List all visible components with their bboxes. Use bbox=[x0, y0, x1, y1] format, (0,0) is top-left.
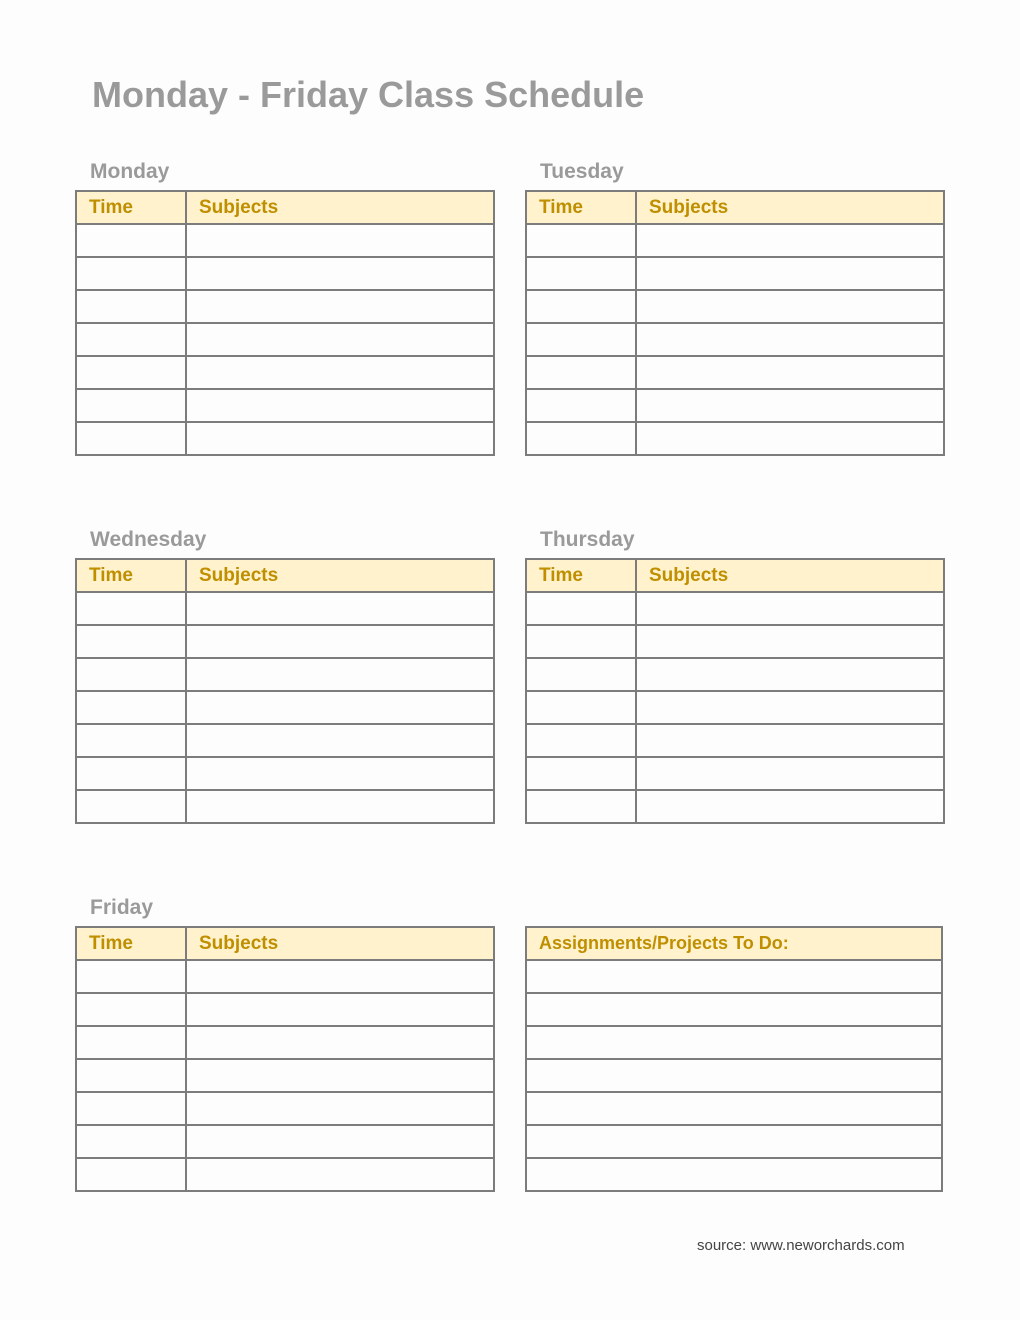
time-cell[interactable] bbox=[526, 224, 636, 257]
todo-cell[interactable] bbox=[526, 1092, 942, 1125]
table-row bbox=[76, 757, 494, 790]
table-row bbox=[76, 724, 494, 757]
table-row bbox=[526, 389, 944, 422]
subject-cell[interactable] bbox=[186, 1125, 494, 1158]
schedule-table-thursday bbox=[525, 558, 945, 824]
todo-cell[interactable] bbox=[526, 1158, 942, 1191]
time-cell[interactable] bbox=[526, 658, 636, 691]
subject-cell[interactable] bbox=[186, 625, 494, 658]
todo-cell[interactable] bbox=[526, 993, 942, 1026]
table-row bbox=[526, 790, 944, 823]
table-row bbox=[76, 1059, 494, 1092]
time-cell[interactable] bbox=[76, 724, 186, 757]
subject-cell[interactable] bbox=[636, 592, 944, 625]
time-cell[interactable] bbox=[76, 257, 186, 290]
subjects-header: Subjects bbox=[636, 559, 944, 592]
time-cell[interactable] bbox=[76, 625, 186, 658]
time-cell[interactable] bbox=[76, 1092, 186, 1125]
subject-cell[interactable] bbox=[186, 1059, 494, 1092]
schedule-table-friday bbox=[75, 926, 495, 1192]
time-cell[interactable] bbox=[526, 724, 636, 757]
subject-cell[interactable] bbox=[186, 592, 494, 625]
time-cell[interactable] bbox=[76, 1026, 186, 1059]
todo-cell[interactable] bbox=[526, 1026, 942, 1059]
day-label-friday: Friday bbox=[90, 896, 154, 919]
time-cell[interactable] bbox=[526, 422, 636, 455]
table-row bbox=[526, 1092, 942, 1125]
table-row bbox=[526, 1059, 942, 1092]
subject-cell[interactable] bbox=[636, 724, 944, 757]
subject-cell[interactable] bbox=[186, 1026, 494, 1059]
table-row bbox=[526, 691, 944, 724]
todo-cell[interactable] bbox=[526, 1125, 942, 1158]
schedule-table-wednesday bbox=[75, 558, 495, 824]
time-cell[interactable] bbox=[76, 422, 186, 455]
schedule-table-monday bbox=[75, 190, 495, 456]
subject-cell[interactable] bbox=[636, 790, 944, 823]
time-cell[interactable] bbox=[526, 389, 636, 422]
subject-cell[interactable] bbox=[186, 422, 494, 455]
subject-cell[interactable] bbox=[186, 993, 494, 1026]
subject-cell[interactable] bbox=[636, 691, 944, 724]
table-header-row bbox=[76, 191, 494, 224]
time-cell[interactable] bbox=[526, 290, 636, 323]
time-cell[interactable] bbox=[76, 757, 186, 790]
time-cell[interactable] bbox=[76, 592, 186, 625]
subject-cell[interactable] bbox=[636, 224, 944, 257]
table-row bbox=[76, 625, 494, 658]
table-header-row bbox=[526, 559, 944, 592]
subjects-header: Subjects bbox=[636, 191, 944, 224]
table-row bbox=[526, 1026, 942, 1059]
day-label-tuesday: Tuesday bbox=[540, 160, 624, 183]
table-row bbox=[526, 356, 944, 389]
time-header: Time bbox=[76, 559, 186, 592]
todo-table bbox=[525, 926, 943, 1192]
table-row bbox=[526, 323, 944, 356]
subject-cell[interactable] bbox=[636, 323, 944, 356]
table-row bbox=[526, 224, 944, 257]
table-row bbox=[526, 1125, 942, 1158]
day-label-monday: Monday bbox=[90, 160, 170, 183]
subject-cell[interactable] bbox=[186, 757, 494, 790]
table-row bbox=[76, 1092, 494, 1125]
table-row bbox=[76, 1026, 494, 1059]
table-row bbox=[526, 993, 942, 1026]
table-header-row bbox=[76, 927, 494, 960]
subject-cell[interactable] bbox=[186, 323, 494, 356]
subject-cell[interactable] bbox=[186, 691, 494, 724]
time-cell[interactable] bbox=[76, 658, 186, 691]
subjects-header: Subjects bbox=[186, 191, 494, 224]
table-row bbox=[526, 960, 942, 993]
time-cell[interactable] bbox=[76, 323, 186, 356]
time-header: Time bbox=[76, 927, 186, 960]
todo-cell[interactable] bbox=[526, 960, 942, 993]
time-header: Time bbox=[526, 191, 636, 224]
table-header-row bbox=[526, 927, 942, 960]
time-cell[interactable] bbox=[526, 592, 636, 625]
subject-cell[interactable] bbox=[186, 724, 494, 757]
subject-cell[interactable] bbox=[636, 356, 944, 389]
table-row bbox=[526, 290, 944, 323]
time-cell[interactable] bbox=[76, 1059, 186, 1092]
time-cell[interactable] bbox=[526, 323, 636, 356]
time-cell[interactable] bbox=[76, 960, 186, 993]
table-row bbox=[76, 356, 494, 389]
time-cell[interactable] bbox=[526, 691, 636, 724]
subject-cell[interactable] bbox=[636, 389, 944, 422]
table-row bbox=[526, 724, 944, 757]
subject-cell[interactable] bbox=[186, 257, 494, 290]
table-row bbox=[76, 1125, 494, 1158]
table-row bbox=[526, 658, 944, 691]
day-label-thursday: Thursday bbox=[540, 528, 635, 551]
subject-cell[interactable] bbox=[186, 1158, 494, 1191]
subject-cell[interactable] bbox=[636, 625, 944, 658]
time-cell[interactable] bbox=[76, 224, 186, 257]
table-row bbox=[76, 592, 494, 625]
table-header-row bbox=[526, 191, 944, 224]
subjects-header: Subjects bbox=[186, 927, 494, 960]
table-row bbox=[526, 757, 944, 790]
source-credit: source: www.neworchards.com bbox=[697, 1237, 905, 1254]
subject-cell[interactable] bbox=[186, 658, 494, 691]
time-header: Time bbox=[76, 191, 186, 224]
time-cell[interactable] bbox=[76, 290, 186, 323]
table-row bbox=[76, 323, 494, 356]
subject-cell[interactable] bbox=[636, 257, 944, 290]
table-row bbox=[526, 257, 944, 290]
subject-cell[interactable] bbox=[186, 1092, 494, 1125]
table-row bbox=[76, 422, 494, 455]
todo-header: Assignments/Projects To Do: bbox=[526, 927, 942, 960]
time-cell[interactable] bbox=[76, 691, 186, 724]
time-cell[interactable] bbox=[76, 389, 186, 422]
table-row bbox=[76, 691, 494, 724]
subject-cell[interactable] bbox=[186, 960, 494, 993]
table-row bbox=[526, 625, 944, 658]
day-label-wednesday: Wednesday bbox=[90, 528, 207, 551]
time-cell[interactable] bbox=[76, 1158, 186, 1191]
time-cell[interactable] bbox=[76, 993, 186, 1026]
time-cell[interactable] bbox=[526, 356, 636, 389]
time-cell[interactable] bbox=[76, 1125, 186, 1158]
time-cell[interactable] bbox=[526, 625, 636, 658]
table-header-row bbox=[76, 559, 494, 592]
time-cell[interactable] bbox=[526, 257, 636, 290]
table-row bbox=[76, 257, 494, 290]
time-cell[interactable] bbox=[76, 790, 186, 823]
subjects-header: Subjects bbox=[186, 559, 494, 592]
todo-cell[interactable] bbox=[526, 1059, 942, 1092]
time-cell[interactable] bbox=[526, 757, 636, 790]
time-cell[interactable] bbox=[526, 790, 636, 823]
subject-cell[interactable] bbox=[636, 658, 944, 691]
subject-cell[interactable] bbox=[186, 389, 494, 422]
subject-cell[interactable] bbox=[636, 290, 944, 323]
schedule-table-tuesday bbox=[525, 190, 945, 456]
table-row bbox=[526, 592, 944, 625]
time-header: Time bbox=[526, 559, 636, 592]
table-row bbox=[76, 290, 494, 323]
table-row bbox=[76, 224, 494, 257]
table-row bbox=[76, 1158, 494, 1191]
page-title: Monday - Friday Class Schedule bbox=[92, 74, 645, 115]
table-row bbox=[76, 790, 494, 823]
table-row bbox=[76, 960, 494, 993]
table-row bbox=[76, 389, 494, 422]
subject-cell[interactable] bbox=[636, 422, 944, 455]
subject-cell[interactable] bbox=[636, 757, 944, 790]
subject-cell[interactable] bbox=[186, 790, 494, 823]
table-row bbox=[76, 658, 494, 691]
subject-cell[interactable] bbox=[186, 224, 494, 257]
table-row bbox=[526, 1158, 942, 1191]
subject-cell[interactable] bbox=[186, 356, 494, 389]
table-row bbox=[526, 422, 944, 455]
time-cell[interactable] bbox=[76, 356, 186, 389]
subject-cell[interactable] bbox=[186, 290, 494, 323]
table-row bbox=[76, 993, 494, 1026]
